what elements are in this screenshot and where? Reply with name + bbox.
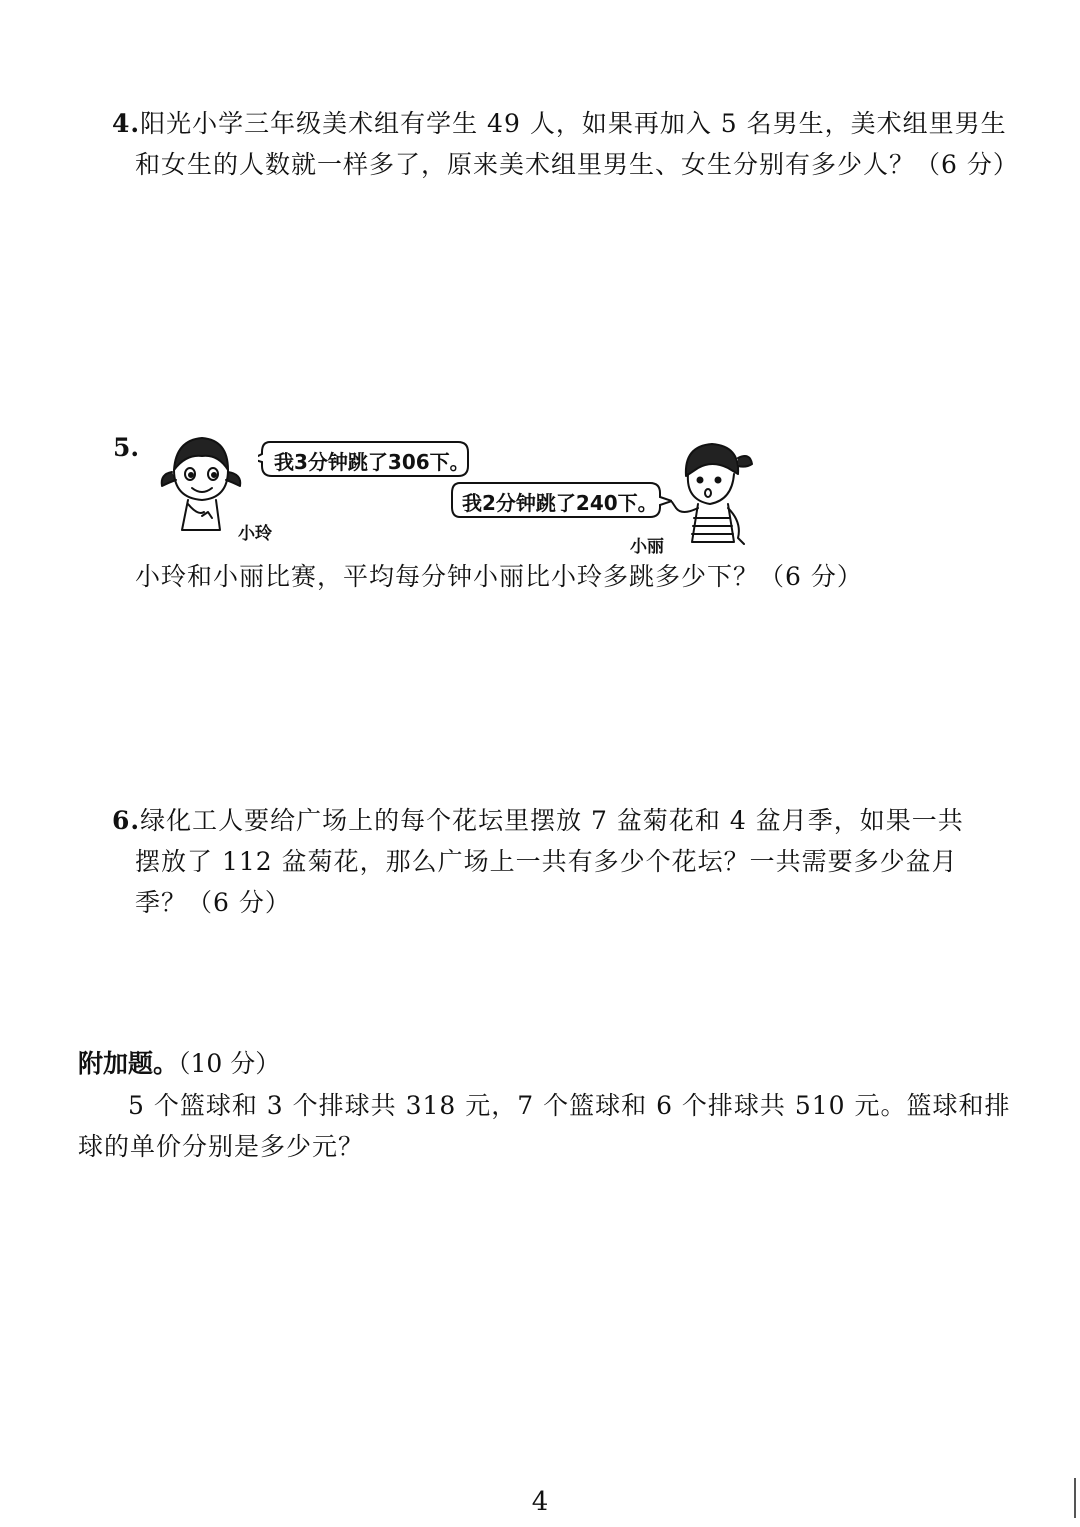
speech-bubble-xiaoling: [258, 440, 470, 474]
question-5-number: 5.: [113, 433, 140, 462]
question-4-line-2: 和女生的人数就一样多了，原来美术组里男生、女生分别有多少人？（6 分）: [135, 150, 1019, 179]
question-6-number: 6.: [112, 806, 141, 835]
bonus-points: （10 分）: [178, 1049, 281, 1078]
page-number: 4: [531, 1487, 549, 1517]
bonus-question-title: [78, 1044, 280, 1080]
speech-bubble-xiaoling-text: 我3分钟跳了306下。: [274, 450, 470, 474]
girl-xiaoli-illustration: [668, 438, 758, 548]
question-4-line-1: 阳光小学三年级美术组有学生 49 人，如果再加入 5 名男生，美术组里男生: [140, 109, 1007, 138]
bonus-question-body: [78, 1085, 1011, 1167]
question-5-text: 小玲和小丽比赛，平均每分钟小丽比小玲多跳多少下？（6 分）: [135, 562, 863, 591]
name-label-xiaoling: 小玲: [238, 524, 272, 544]
bonus-line-1: 5 个篮球和 3 个排球共 318 元，7 个篮球和 6 个排球共 510 元。篮球和排: [128, 1091, 1011, 1120]
girl-xiaoling-illustration: [158, 430, 248, 535]
question-6-line-1: 绿化工人要给广场上的每个花坛里摆放 7 盆菊花和 4 盆月季，如果一共: [140, 806, 964, 835]
question-4: [112, 103, 1019, 185]
question-6-line-2: 摆放了 112 盆菊花，那么广场上一共有多少个花坛？一共需要多少盆月: [135, 847, 958, 876]
speech-bubble-xiaoli: [450, 481, 658, 515]
question-6-line-3: 季？（6 分）: [135, 888, 291, 917]
scan-edge-mark: [1074, 1478, 1076, 1518]
speech-bubble-xiaoli-text: 我2分钟跳了240下。: [462, 491, 658, 515]
question-6: [112, 800, 964, 923]
question-4-number: 4.: [112, 109, 141, 138]
name-label-xiaoli: 小丽: [630, 537, 664, 557]
bonus-title-label: 附加题。: [78, 1049, 179, 1078]
bonus-line-2: 球的单价分别是多少元？: [78, 1132, 365, 1161]
